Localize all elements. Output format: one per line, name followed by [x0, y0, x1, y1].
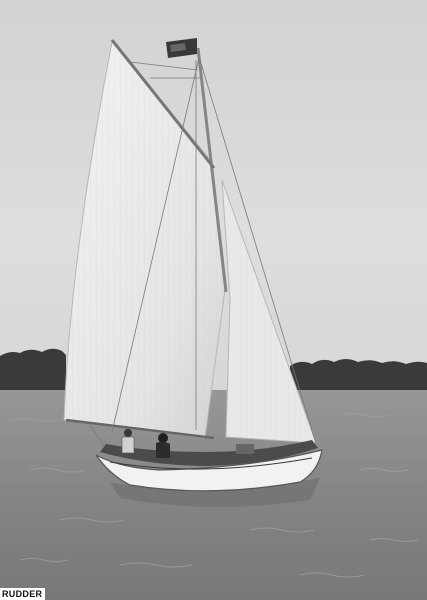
photo-credit: RUDDER	[0, 588, 45, 600]
